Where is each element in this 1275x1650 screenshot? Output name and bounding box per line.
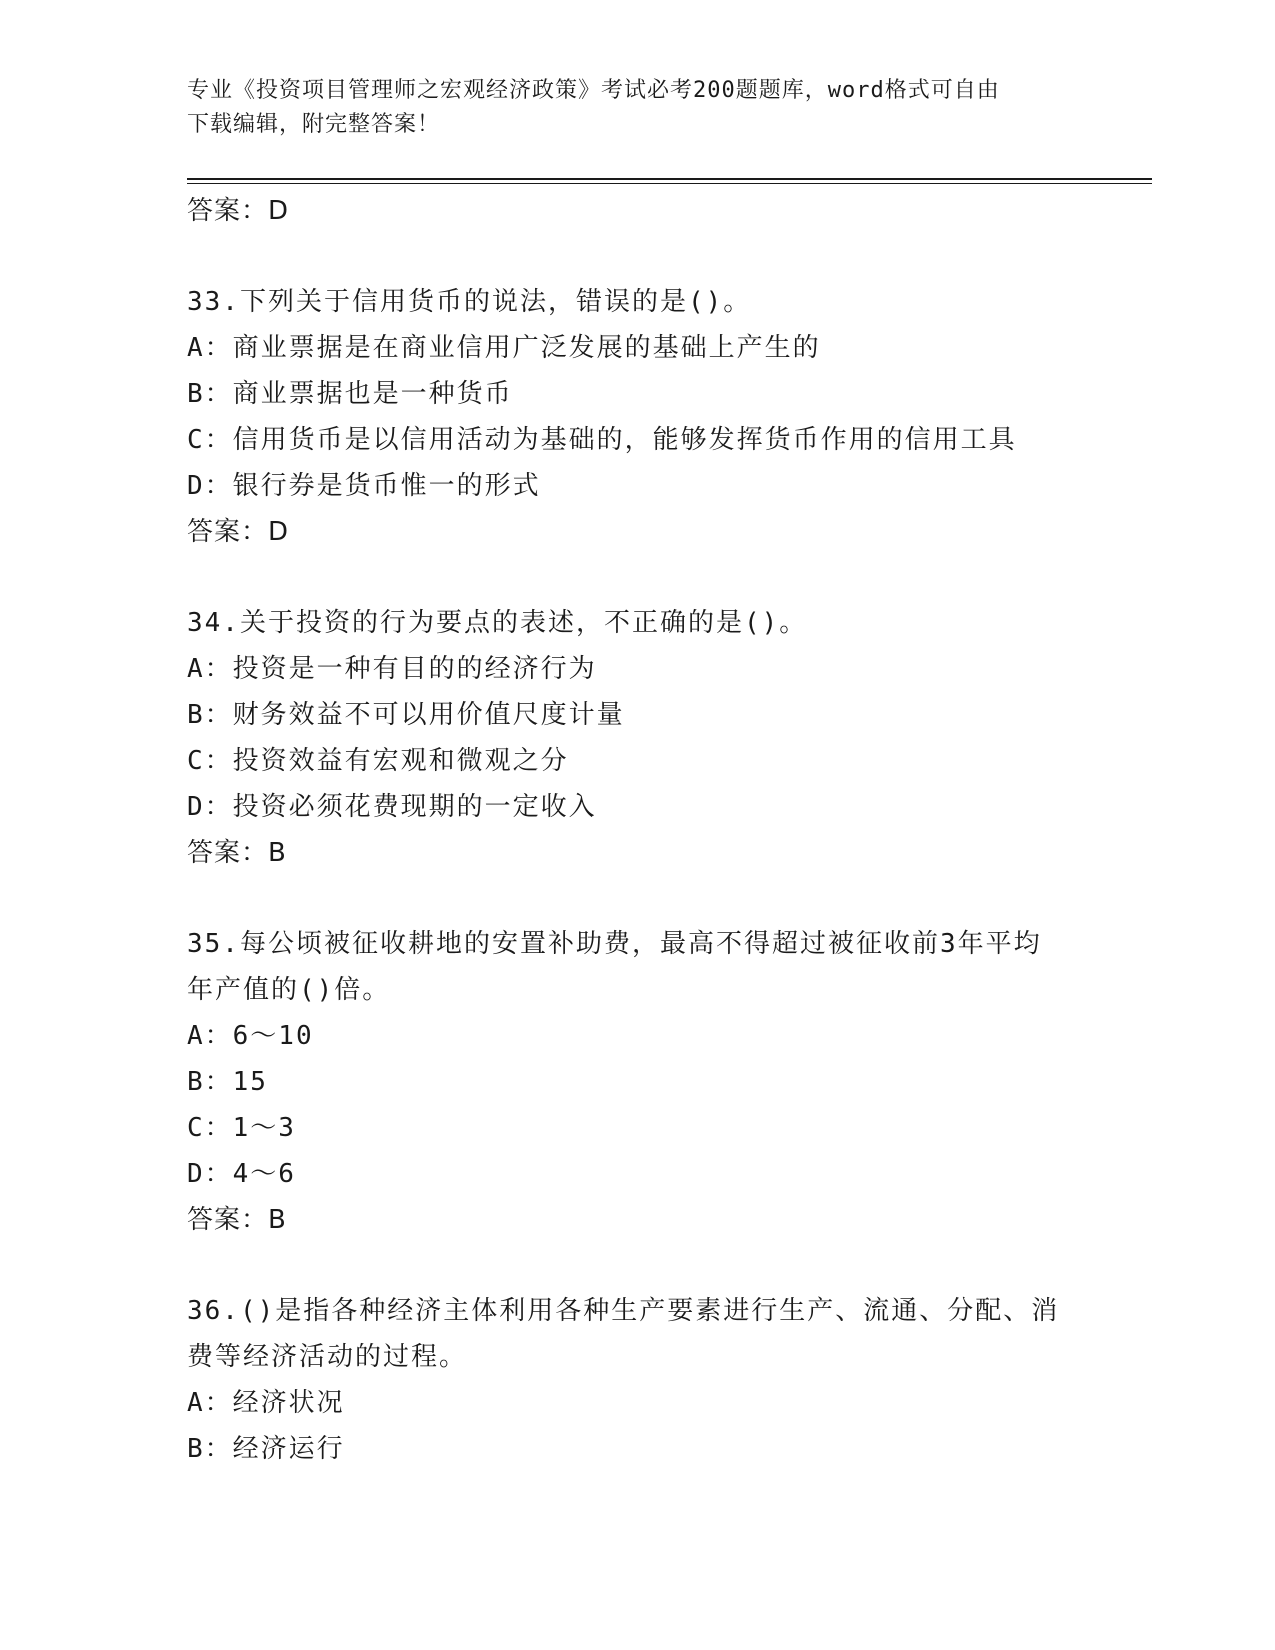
question-block-36 xyxy=(187,1288,1087,1472)
question-text: 36.()是指各种经济主体利用各种生产要素进行生产、流通、分配、消 xyxy=(187,1296,1060,1326)
question-block-34 xyxy=(187,600,1087,876)
question-text-continued: 年产值的()倍。 xyxy=(187,975,391,1005)
option-c: C：投资效益有宏观和微观之分 xyxy=(187,746,569,776)
question-text: 33.下列关于信用货币的说法，错误的是()。 xyxy=(187,287,752,317)
option-b: B：15 xyxy=(187,1067,268,1097)
header-divider-thick xyxy=(187,178,1152,180)
question-block-35 xyxy=(187,921,1087,1243)
option-b: B：经济运行 xyxy=(187,1434,345,1464)
spacer xyxy=(187,555,1087,600)
header-divider-thin xyxy=(187,183,1152,184)
option-b: B：财务效益不可以用价值尺度计量 xyxy=(187,700,625,730)
answer-line: 答案：B xyxy=(187,1205,287,1235)
option-a: A：商业票据是在商业信用广泛发展的基础上产生的 xyxy=(187,333,821,363)
spacer xyxy=(187,1243,1087,1288)
question-list xyxy=(187,188,1087,1472)
option-c: C：信用货币是以信用活动为基础的，能够发挥货币作用的信用工具 xyxy=(187,425,1017,455)
header-line-2: 下载编辑，附完整答案！ xyxy=(187,112,441,137)
option-c: C：1～3 xyxy=(187,1113,296,1143)
spacer xyxy=(187,876,1087,921)
option-a: A：投资是一种有目的的经济行为 xyxy=(187,654,597,684)
document-header xyxy=(187,74,1067,142)
option-a: A：经济状况 xyxy=(187,1388,345,1418)
question-text-continued: 费等经济活动的过程。 xyxy=(187,1342,468,1372)
spacer xyxy=(187,234,1087,279)
answer-line: 答案：D xyxy=(187,196,290,226)
header-line-1: 专业《投资项目管理师之宏观经济政策》考试必考200题题库，word格式可自由 xyxy=(187,78,1000,103)
question-text: 35.每公顷被征收耕地的安置补助费，最高不得超过被征收前3年平均 xyxy=(187,929,1042,959)
option-d: D：投资必须花费现期的一定收入 xyxy=(187,792,597,822)
answer-line: 答案：B xyxy=(187,838,287,868)
answer-line: 答案：D xyxy=(187,517,290,547)
option-d: D：银行券是货币惟一的形式 xyxy=(187,471,541,501)
option-a: A：6～10 xyxy=(187,1021,314,1051)
option-d: D：4～6 xyxy=(187,1159,296,1189)
option-b: B：商业票据也是一种货币 xyxy=(187,379,513,409)
question-text: 34.关于投资的行为要点的表述，不正确的是()。 xyxy=(187,608,808,638)
question-block-33 xyxy=(187,279,1087,555)
